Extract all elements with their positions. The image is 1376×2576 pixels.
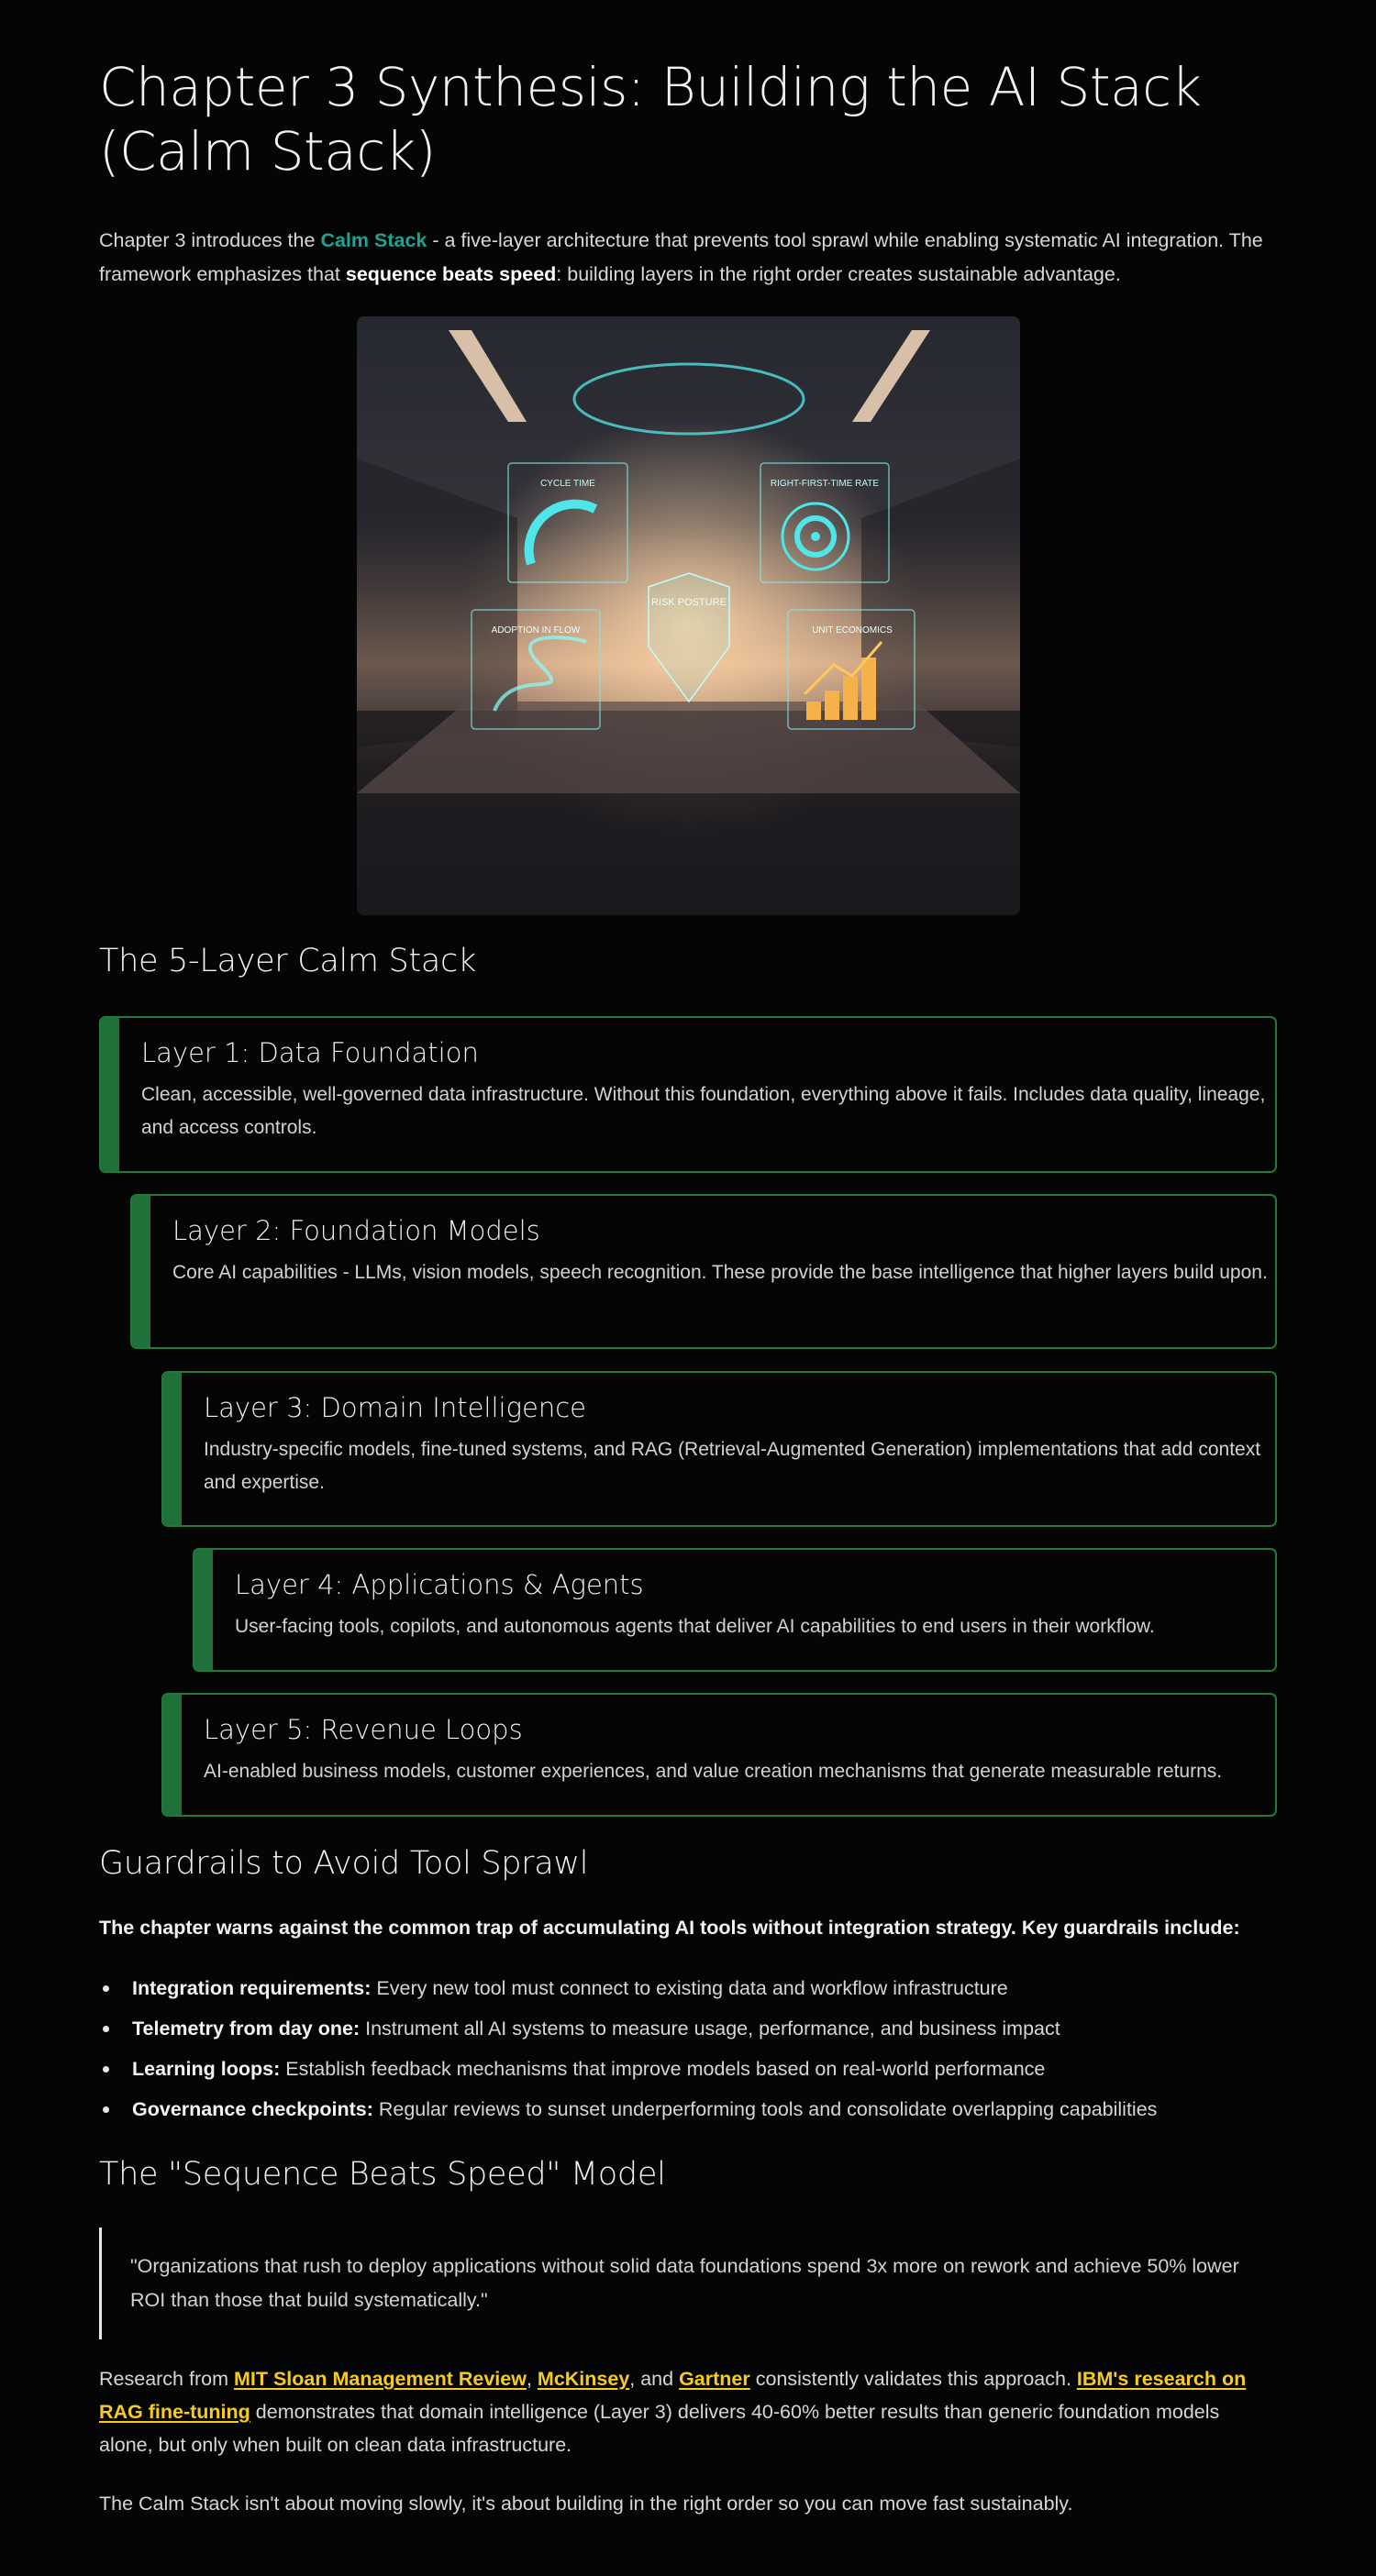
gartner-link[interactable]: Gartner: [679, 2368, 750, 2390]
guardrail-item: Learning loops: Establish feedback mechanisms that improve models based on real-world performance: [99, 2049, 1277, 2089]
svg-text:RIGHT-FIRST-TIME RATE: RIGHT-FIRST-TIME RATE: [770, 479, 880, 489]
layer-title: Layer 2: Foundation Models: [172, 1215, 540, 1246]
sequence-heading: The "Sequence Beats Speed" Model: [99, 2156, 666, 2193]
mit-sloan-link[interactable]: MIT Sloan Management Review: [233, 2368, 527, 2390]
layer-card-1: [99, 1016, 1277, 1173]
guardrails-lead: The chapter warns against the common trap of accumulating AI tools without integration strategy. Key guardrails include:: [99, 1917, 1240, 1939]
intro-text: - a five-layer architecture that prevents tool sprawl while enabling systematic AI integration. The framework emphasizes that: [99, 229, 1263, 285]
layer-accent-bar: [163, 1373, 182, 1525]
layer-title: Layer 4: Applications & Agents: [235, 1569, 644, 1600]
layer-accent-bar: [163, 1695, 182, 1815]
intro-paragraph: [99, 224, 1277, 292]
svg-text:ADOPTION IN FLOW: ADOPTION IN FLOW: [491, 625, 581, 636]
research-paragraph: Research from MIT Sloan Management Review, McKinsey, and Gartner consistently validates this approach. IBM's research on RAG fine-tuning demonstrates that domain intelligence (Layer 3) delivers 40-60% better results than generic foundation models alone, but only when built on clean data infrastructure.: [99, 2368, 1247, 2456]
layer-accent-bar: [101, 1018, 119, 1171]
layer-description: User-facing tools, copilots, and autonomous agents that deliver AI capabilities to end users in their workflow.: [235, 1616, 1155, 1637]
layer-description: Clean, accessible, well-governed data infrastructure. Without this foundation, everything above it fails. Includes data quality, lineage, and access controls.: [141, 1084, 1266, 1138]
closing-paragraph: The Calm Stack isn't about moving slowly, it's about building in the right order so you can move fast sustainably.: [99, 2493, 1073, 2515]
page-title: Chapter 3 Synthesis: Building the AI Stack (Calm Stack): [99, 56, 1202, 182]
hero-image: [357, 316, 1020, 915]
mckinsey-link[interactable]: McKinsey: [537, 2368, 630, 2390]
intro-text: Chapter 3 introduces the: [99, 229, 321, 251]
hologram-label: CYCLE TIME: [540, 479, 595, 489]
sequence-quote: "Organizations that rush to deploy applications without solid data foundations spend 3x more on rework and achieve 50% lower ROI than those that build systematically.": [99, 2228, 1277, 2339]
layer-card-2: [130, 1194, 1277, 1349]
layer-title: Layer 5: Revenue Loops: [204, 1714, 523, 1745]
svg-text:RISK POSTURE: RISK POSTURE: [651, 597, 727, 608]
calm-stack-highlight: Calm Stack: [320, 229, 427, 251]
layer-description: AI-enabled business models, customer experiences, and value creation mechanisms that generate measurable returns.: [204, 1761, 1223, 1782]
guardrail-item: Integration requirements: Every new tool must connect to existing data and workflow infrastructure: [99, 1968, 1277, 2008]
guardrails-heading: Guardrails to Avoid Tool Sprawl: [99, 1845, 589, 1882]
layer-card-3: [161, 1371, 1277, 1527]
layer-card-5: [161, 1693, 1277, 1817]
intro-text: : building layers in the right order creates sustainable advantage.: [556, 263, 1121, 285]
guardrail-item: Governance checkpoints: Regular reviews to sunset underperforming tools and consolidate overlapping capabilities: [99, 2089, 1277, 2129]
layer-description: Industry-specific models, fine-tuned systems, and RAG (Retrieval-Augmented Generation) implementations that add context and expertise.: [204, 1439, 1261, 1493]
layer-accent-bar: [194, 1550, 213, 1670]
guardrail-item: Telemetry from day one: Instrument all AI systems to measure usage, performance, and business impact: [99, 2008, 1277, 2049]
boardroom-hologram-illustration: [357, 316, 1020, 915]
ibm-research-link[interactable]: IBM's research on RAG fine-tuning: [99, 2368, 1247, 2423]
layer-description: Core AI capabilities - LLMs, vision models, speech recognition. These provide the base intelligence that higher layers build upon.: [172, 1262, 1268, 1283]
layer-card-4: [193, 1548, 1277, 1672]
stack-heading: The 5-Layer Calm Stack: [99, 943, 476, 979]
guardrails-list: [99, 1968, 1277, 2129]
article: [99, 0, 1277, 2515]
layer-title: Layer 1: Data Foundation: [141, 1037, 479, 1068]
layer-accent-bar: [132, 1196, 150, 1347]
svg-text:UNIT ECONOMICS: UNIT ECONOMICS: [812, 625, 893, 636]
sequence-beats-speed-emphasis: sequence beats speed: [345, 263, 557, 285]
layer-title: Layer 3: Domain Intelligence: [204, 1392, 586, 1423]
